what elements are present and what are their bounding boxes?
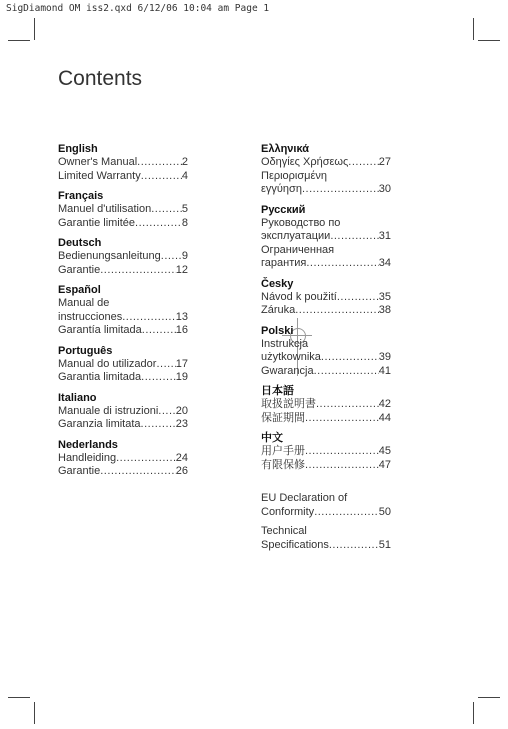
toc-section (261, 142, 391, 197)
toc-section (58, 189, 188, 230)
toc-entry[interactable] (261, 445, 391, 459)
toc-page-number: 27 (378, 156, 391, 168)
toc-entry-title: 有限保修 (261, 458, 305, 471)
toc-page-number: 8 (181, 216, 188, 229)
dot-leader (316, 398, 379, 412)
toc-page-number: 23 (175, 418, 188, 430)
toc-page-number: 19 (175, 371, 188, 383)
toc-entry[interactable] (261, 338, 391, 365)
toc-entry-title: Garantie (58, 465, 101, 477)
contents-column-left (58, 142, 188, 485)
toc-page-number: 42 (378, 398, 391, 410)
toc-page-number: 26 (175, 465, 188, 477)
toc-entry-title: Bedienungsanleitung (58, 250, 161, 262)
toc-entry-title: 保証期間 (261, 411, 305, 424)
toc-entry-title: Manual de (58, 297, 110, 309)
crop-mark-bottom-left (34, 702, 35, 724)
dot-leader (321, 351, 379, 365)
language-heading: 日本語 (261, 385, 294, 397)
toc-page-number: 51 (378, 538, 391, 551)
language-heading: Nederlands (58, 438, 118, 451)
toc-page-number: 50 (378, 505, 391, 518)
toc-entry-title: Руководство по (261, 216, 341, 229)
dot-leader (116, 452, 176, 466)
toc-section (58, 142, 188, 183)
toc-entry[interactable] (58, 297, 188, 324)
crop-mark-top-left (34, 18, 35, 40)
dot-leader (137, 156, 182, 170)
toc-page-number: 39 (378, 351, 391, 363)
toc-entry-title: Garantia limitada (58, 371, 142, 383)
toc-entry[interactable] (58, 324, 188, 338)
language-heading: English (58, 143, 98, 155)
language-heading: Español (58, 284, 101, 296)
crop-mark-bottom-right-h (478, 697, 500, 698)
toc-entry[interactable] (261, 398, 391, 412)
language-heading: Česky (261, 277, 294, 290)
toc-entry-title: Manual do utilizador (58, 357, 157, 370)
dot-leader (141, 170, 182, 184)
language-heading: Polski (261, 324, 294, 337)
crop-mark-bottom-left-h (8, 697, 30, 698)
toc-page-number: 34 (378, 257, 391, 269)
toc-entry[interactable] (261, 365, 391, 379)
toc-page-number: 12 (175, 263, 188, 276)
toc-entry-title: Limited Warranty (58, 169, 141, 182)
toc-entry[interactable] (58, 452, 188, 466)
section-spacer (261, 478, 391, 492)
toc-page-number: 38 (378, 304, 391, 316)
toc-entry[interactable] (261, 217, 391, 244)
language-heading: Français (58, 190, 104, 202)
dot-leader (141, 418, 176, 432)
toc-page-number: 20 (175, 404, 188, 417)
toc-entry-title: 用户手册 (261, 445, 305, 457)
dot-leader (348, 156, 378, 170)
print-slug: SigDiamond OM iss2.qxd 6/12/06 10:04 am Page 1 (6, 3, 270, 14)
dot-leader (100, 465, 176, 479)
toc-entry-title: эксплуатации (261, 230, 331, 242)
toc-section (58, 344, 188, 385)
toc-entry-title: Garanzia limitata (58, 418, 141, 430)
toc-entry-title: εγγύηση (261, 183, 302, 195)
toc-entry[interactable] (261, 525, 391, 552)
dot-leader (295, 304, 379, 318)
toc-page-number: 2 (181, 156, 188, 168)
dot-leader (142, 324, 176, 338)
toc-entry[interactable] (58, 170, 188, 184)
toc-page-number: 16 (175, 324, 188, 336)
toc-page-number: 31 (378, 230, 391, 242)
dot-leader (337, 291, 379, 305)
toc-section (261, 525, 391, 552)
toc-entry[interactable] (58, 465, 188, 479)
dot-leader (302, 183, 379, 197)
toc-page-number: 30 (378, 183, 391, 195)
toc-entry-title: Manuale di istruzioni (58, 404, 159, 417)
toc-page-number: 17 (175, 357, 188, 370)
contents-column-right (261, 142, 391, 558)
toc-entry-title: Technical (261, 525, 307, 537)
language-heading: Deutsch (58, 237, 102, 249)
toc-page-number: 44 (378, 411, 391, 424)
toc-page-number: 41 (378, 364, 391, 377)
dot-leader (141, 371, 176, 385)
dot-leader (314, 365, 379, 379)
toc-entry[interactable] (261, 291, 391, 305)
toc-entry-title: Instrukcja (261, 337, 309, 350)
dot-leader (330, 230, 378, 244)
toc-entry-title: Návod k použití (261, 290, 337, 303)
toc-entry-title: Περιορισμένη (261, 169, 328, 182)
toc-entry[interactable] (261, 412, 391, 426)
language-heading: Italiano (58, 391, 97, 404)
toc-section (261, 478, 391, 519)
toc-entry[interactable] (58, 250, 188, 264)
dot-leader (329, 539, 379, 553)
toc-entry-title: EU Declaration of (261, 492, 348, 504)
dot-leader (122, 311, 176, 325)
toc-section (261, 203, 391, 271)
toc-entry[interactable] (261, 492, 391, 519)
toc-entry-title: Handleiding (58, 451, 117, 464)
toc-entry[interactable] (261, 156, 391, 170)
crop-mark-top-right-h (478, 40, 500, 41)
dot-leader (158, 405, 175, 419)
dot-leader (100, 264, 176, 278)
toc-entry-title: Manuel d'utilisation (58, 203, 152, 215)
toc-entry-title: Garantie (58, 263, 101, 276)
toc-section (58, 236, 188, 277)
language-heading: 中文 (261, 432, 283, 444)
toc-entry[interactable] (261, 244, 391, 271)
toc-entry[interactable] (58, 405, 188, 419)
toc-section (261, 277, 391, 318)
toc-entry-title: Gwarancja (261, 364, 314, 377)
toc-entry-title: гарантия (261, 257, 307, 269)
toc-entry-title: Garantía limitada (58, 324, 142, 336)
dot-leader (305, 445, 379, 459)
toc-page-number: 45 (378, 445, 391, 457)
language-heading: Русский (261, 203, 306, 216)
toc-entry[interactable] (261, 304, 391, 318)
dot-leader (135, 217, 182, 231)
crop-mark-top-left-h (8, 40, 30, 41)
toc-entry-title: użytkownika (261, 351, 321, 363)
toc-page-number: 24 (175, 451, 188, 464)
toc-page-number: 35 (378, 290, 391, 303)
toc-entry[interactable] (261, 459, 391, 473)
toc-entry-title: Specifications (261, 538, 329, 551)
toc-page-number: 5 (181, 203, 188, 215)
toc-page-number: 47 (378, 458, 391, 471)
dot-leader (306, 257, 378, 271)
toc-section (261, 431, 391, 472)
toc-entry[interactable] (58, 264, 188, 278)
toc-page-number: 13 (175, 310, 188, 323)
toc-entry-title: Owner's Manual (58, 156, 138, 168)
toc-page-number: 9 (181, 250, 188, 262)
toc-entry[interactable] (58, 217, 188, 231)
toc-entry[interactable] (58, 418, 188, 432)
crop-mark-bottom-right (473, 702, 474, 724)
toc-entry-title: Ограниченная (261, 243, 335, 256)
toc-entry-title: Οδηγίες Χρήσεως (261, 156, 349, 168)
toc-entry[interactable] (58, 156, 188, 170)
dot-leader (305, 412, 379, 426)
toc-section (58, 391, 188, 432)
toc-section (58, 283, 188, 338)
toc-section (261, 384, 391, 425)
toc-entry[interactable] (58, 203, 188, 217)
toc-section (261, 324, 391, 379)
toc-entry[interactable] (58, 371, 188, 385)
dot-leader (151, 203, 182, 217)
dot-leader (156, 358, 175, 372)
toc-page-number: 4 (181, 169, 188, 182)
dot-leader (161, 250, 182, 264)
toc-entry-title: Záruka (261, 304, 296, 316)
language-heading: Português (58, 344, 113, 357)
dot-leader (305, 459, 379, 473)
page-title: Contents (58, 67, 143, 91)
toc-entry[interactable] (261, 170, 391, 197)
crop-mark-top-right (473, 18, 474, 40)
toc-entry[interactable] (58, 358, 188, 372)
language-heading: Ελληνικά (261, 143, 309, 155)
dot-leader (314, 506, 379, 520)
toc-entry-title: Garantie limitée (58, 216, 136, 229)
toc-entry-title: Conformity (261, 505, 315, 518)
toc-section (58, 438, 188, 479)
toc-entry-title: instrucciones (58, 310, 123, 323)
toc-entry-title: 取扱説明書 (261, 398, 316, 410)
